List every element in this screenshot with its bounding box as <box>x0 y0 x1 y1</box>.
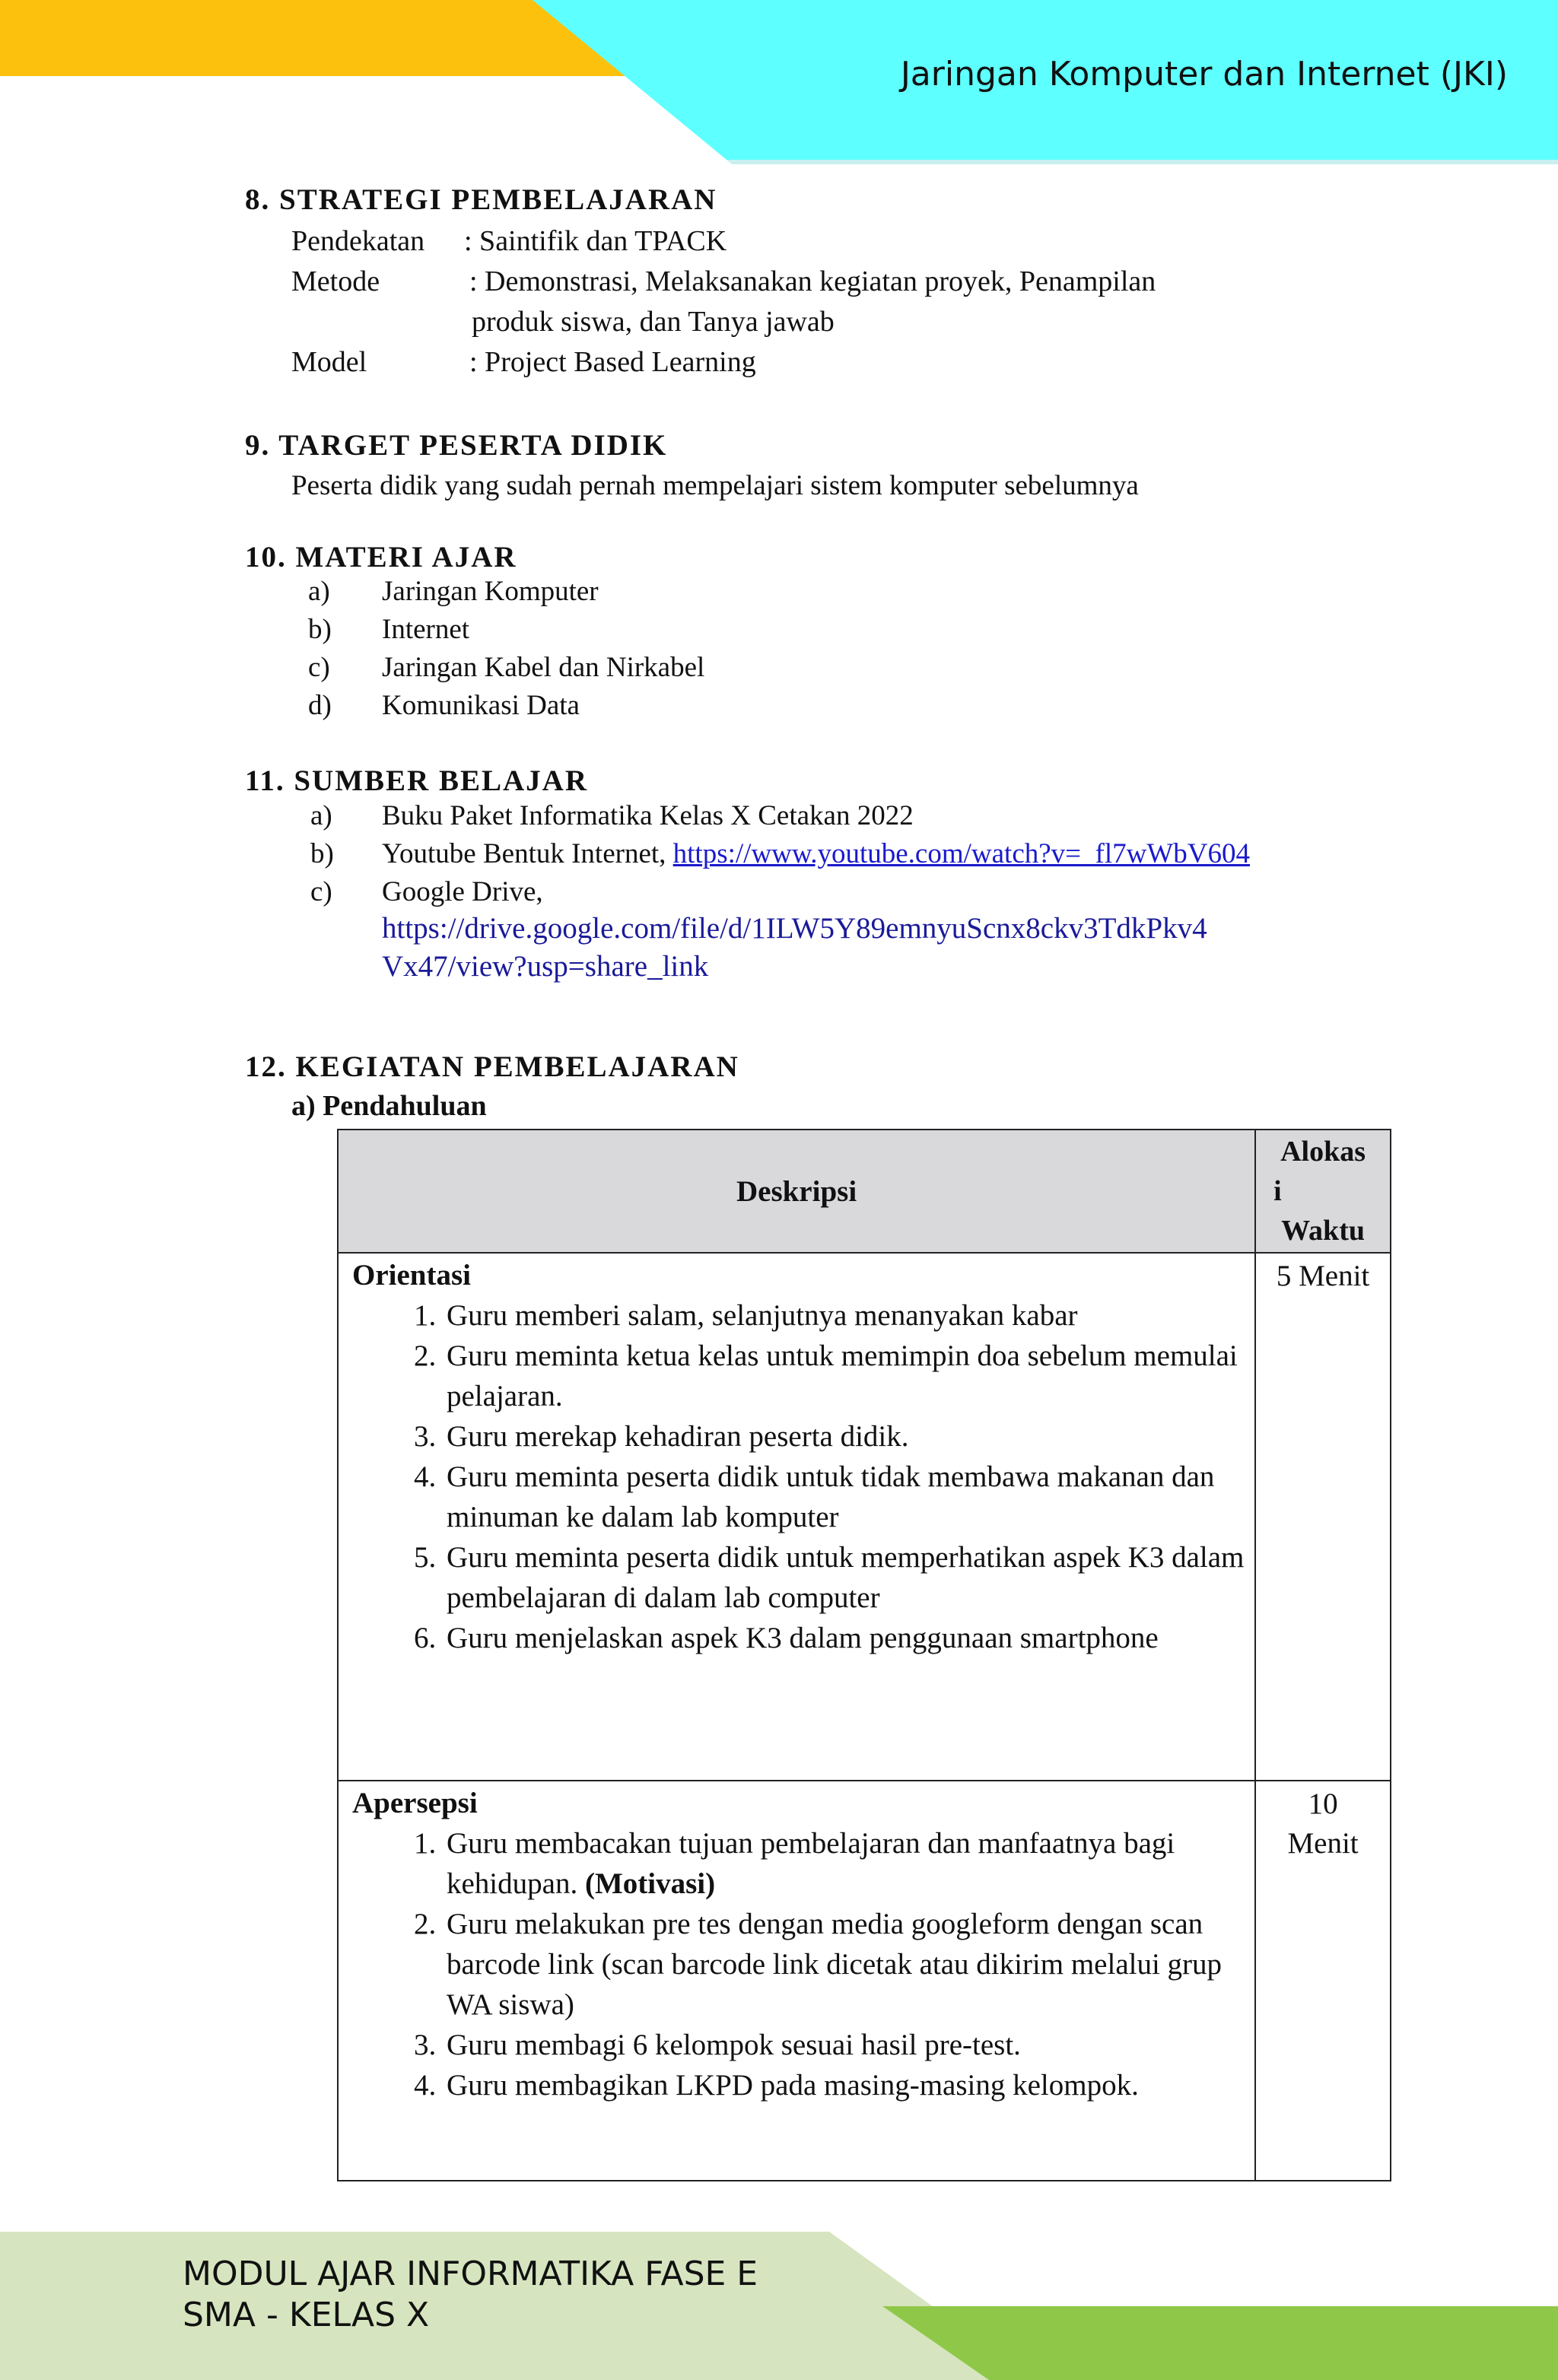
orientasi-cell <box>338 1253 1255 1781</box>
list-item <box>444 1823 1247 1904</box>
youtube-link[interactable]: https://www.youtube.com/watch?v=_fl7wWbV604 <box>672 838 1250 869</box>
sumber-item-c: Google Drive, <box>382 876 543 907</box>
sumber-marker-c: c) <box>310 876 332 907</box>
orientasi-time: 5 Menit <box>1255 1253 1391 1781</box>
footer-text <box>183 2254 758 2336</box>
metode-value-line1: : Demonstrasi, Melaksanakan kegiatan proyek, Penampilan <box>469 265 1156 297</box>
col-waktu-line2: i <box>1273 1175 1282 1207</box>
table-header-row <box>338 1130 1391 1253</box>
orientasi-title: Orientasi <box>352 1259 471 1292</box>
list-item: 2. Guru melakukan pre tes dengan media googleform dengan scan barcode link (scan barcode link dicetak atau dikirim melalui grup WA siswa) <box>444 1904 1247 2025</box>
apersepsi-list <box>352 1823 1247 2105</box>
model-value: : Project Based Learning <box>469 346 756 378</box>
table-row <box>338 1781 1391 2181</box>
col-waktu-line1: Alokas <box>1280 1136 1366 1168</box>
pendekatan-label: Pendekatan <box>291 225 425 257</box>
footer-line1: MODUL AJAR INFORMATIKA FASE E <box>183 2254 758 2293</box>
header-title: Jaringan Komputer dan Internet (JKI) <box>900 55 1508 94</box>
metode-label: Metode <box>291 265 380 297</box>
metode-value-line2: produk siswa, dan Tanya jawab <box>472 306 835 338</box>
materi-marker-a: a) <box>308 576 330 607</box>
list-item: 2. Guru meminta ketua kelas untuk memimpin doa sebelum memulai pelajaran. <box>444 1336 1247 1416</box>
list-item: 1. Guru memberi salam, selanjutnya menanyakan kabar <box>444 1295 1247 1336</box>
sumber-marker-a: a) <box>310 800 332 831</box>
model-label: Model <box>291 346 367 378</box>
materi-marker-c: c) <box>308 652 330 683</box>
list-item: 6. Guru menjelaskan aspek K3 dalam penggunaan smartphone <box>444 1618 1247 1658</box>
footer-green-band <box>882 2306 1558 2380</box>
footer-line2: SMA - KELAS X <box>183 2296 430 2334</box>
section10-title: 10. MATERI AJAR <box>245 541 517 574</box>
col-waktu-line3: Waktu <box>1281 1215 1365 1247</box>
list-item: 5. Guru meminta peserta didik untuk memperhatikan aspek K3 dalam pembelajaran di dalam lab computer <box>444 1537 1247 1618</box>
table-row <box>338 1253 1391 1781</box>
apersepsi-cell <box>338 1781 1255 2181</box>
col-alokasi-waktu <box>1255 1130 1391 1253</box>
google-drive-link-line2[interactable]: Vx47/view?usp=share_link <box>382 950 709 983</box>
materi-item-b: Internet <box>382 614 470 645</box>
kegiatan-table <box>337 1129 1391 2181</box>
google-drive-link-line1[interactable]: https://drive.google.com/file/d/1ILW5Y89emnyuScnx8ckv3TdkPkv4 <box>382 912 1207 945</box>
section9-title: 9. TARGET PESERTA DIDIK <box>245 429 668 462</box>
materi-marker-b: b) <box>308 614 332 645</box>
sumber-item-b-text: Youtube Bentuk Internet, <box>382 838 673 869</box>
apersepsi-time-line2: Menit <box>1287 1827 1359 1860</box>
sumber-item-a: Buku Paket Informatika Kelas X Cetakan 2022 <box>382 800 914 831</box>
sumber-item-b <box>382 835 1250 873</box>
list-item: 4. Guru meminta peserta didik untuk tidak membawa makanan dan minuman ke dalam lab komputer <box>444 1457 1247 1537</box>
apersepsi-title: Apersepsi <box>352 1787 478 1819</box>
list-item: 4. Guru membagikan LKPD pada masing-masing kelompok. <box>444 2065 1247 2105</box>
list-item: 3. Guru membagi 6 kelompok sesuai hasil pre-test. <box>444 2025 1247 2065</box>
motivasi-label: (Motivasi) <box>584 1867 716 1900</box>
target-peserta-text: Peserta didik yang sudah pernah mempelajari sistem komputer sebelumnya <box>291 470 1139 501</box>
pendekatan-value: : Saintifik dan TPACK <box>464 225 727 257</box>
section8-title: 8. STRATEGI PEMBELAJARAN <box>245 183 717 216</box>
materi-marker-d: d) <box>308 690 332 721</box>
list-item: 3. Guru merekap kehadiran peserta didik. <box>444 1416 1247 1457</box>
pendahuluan-subtitle: a) Pendahuluan <box>291 1090 487 1122</box>
materi-item-d: Komunikasi Data <box>382 690 580 721</box>
col-deskripsi: Deskripsi <box>338 1130 1255 1253</box>
sumber-marker-b: b) <box>310 838 334 869</box>
materi-item-a: Jaringan Komputer <box>382 576 599 607</box>
apersepsi-time-line1: 10 <box>1308 1787 1338 1820</box>
orientasi-list <box>352 1295 1247 1658</box>
apersepsi-time <box>1255 1781 1391 2181</box>
header-shadow <box>727 160 1558 164</box>
section12-title: 12. KEGIATAN PEMBELAJARAN <box>245 1050 739 1083</box>
apersepsi-item1-text: Guru membacakan tujuan pembelajaran dan manfaatnya bagi kehidupan. <box>447 1827 1175 1900</box>
materi-item-c: Jaringan Kabel dan Nirkabel <box>382 652 705 683</box>
section11-title: 11. SUMBER BELAJAR <box>245 764 588 797</box>
